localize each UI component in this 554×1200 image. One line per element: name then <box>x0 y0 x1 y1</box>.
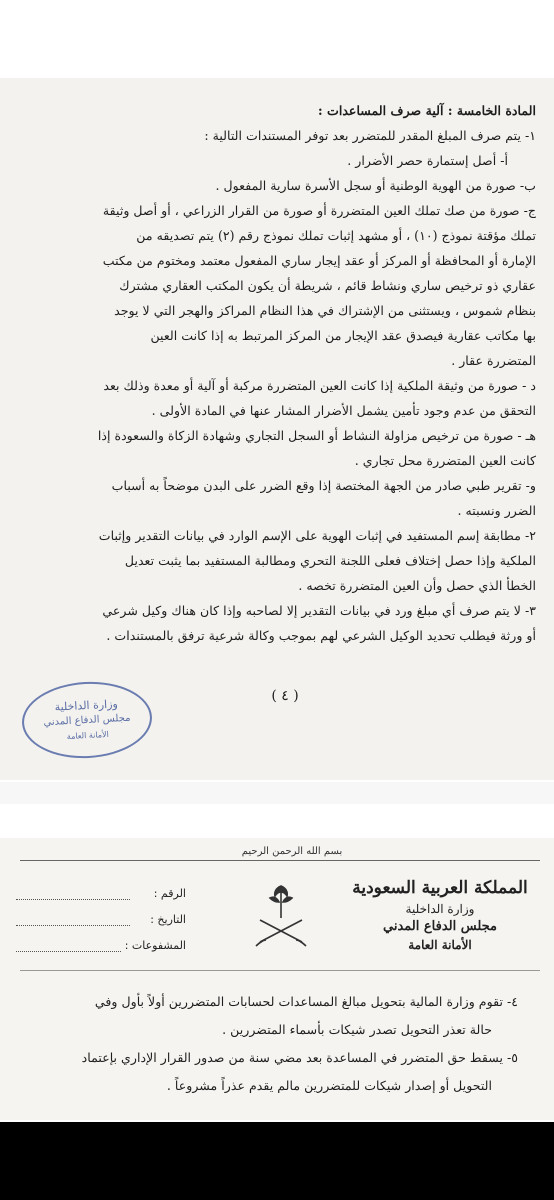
text-line: ٥- يسقط حق المتضرر في المساعدة بعد مضي سنة من صدور القرار الإداري بإعتماد <box>81 1050 518 1065</box>
text-line: الضرر ونسبته . <box>457 503 536 518</box>
header-rule <box>20 860 540 861</box>
text-line: د - صورة من وثيقة الملكية إذا كانت العين المتضررة مركبة أو آلية أو معدة وذلك بعد <box>103 378 536 393</box>
page1-body <box>16 98 536 648</box>
letterhead-council: مجلس الدفاع المدني <box>383 919 497 934</box>
document-page-2 <box>0 838 554 1120</box>
bottom-bar <box>0 1122 554 1200</box>
stamp-line-secretariat: الأمانة العامة <box>66 729 110 741</box>
text-line: ج- صورة من صك تملك العين المتضررة أو صورة من القرار الزراعي ، أو أصل وثيقة <box>102 203 536 218</box>
field-date-label: التاريخ : <box>150 912 186 926</box>
text-line: هـ - صورة من ترخيص مزاولة النشاط أو السجل التجاري وشهادة الزكاة والسعودة إذا <box>97 428 536 443</box>
text-line: عقاري ذو ترخيص ساري ونشاط قائم ، شريطة أن يكون المكتب العقاري مشترك <box>119 278 536 293</box>
text-line: ب- صورة من الهوية الوطنية أو سجل الأسرة سارية المفعول . <box>215 178 536 193</box>
article-heading: المادة الخامسة : آلية صرف المساعدات : <box>317 103 536 118</box>
field-attachments <box>16 932 186 958</box>
text-line: ٢- مطابقة إسم المستفيد في إثبات الهوية على الإسم الوارد في بيانات التقدير وإثبات <box>98 528 536 543</box>
text-line: ٣- لا يتم صرف أي مبلغ ورد في بيانات التقدير إلا لصاحبه وإذا كان هناك وكيل شرعي <box>102 603 536 618</box>
letterhead-ministry: وزارة الداخلية <box>405 902 475 916</box>
text-line: و- تقرير طبي صادر من الجهة المختصة إذا وقع الضرر على البدن موضحاً به أسباب <box>111 478 536 493</box>
basmala: بسم الله الرحمن الرحيم <box>241 846 343 857</box>
letterhead-secretariat: الأمانة العامة <box>408 938 472 952</box>
reference-fields <box>16 880 186 958</box>
official-stamp <box>20 679 154 762</box>
text-line: التحويل أو إصدار شيكات للمتضررين مالم يقدم عذراً مشروعاً . <box>166 1078 492 1093</box>
text-line: الخطأ الذي حصل وأن العين المتضررة تخصه . <box>298 578 536 593</box>
text-line: الإمارة أو المحافظة أو المركز أو عقد إيجار ساري المفعول معتمد ومختوم من مكتب <box>102 253 536 268</box>
text-line: الملكية وإذا حصل إختلاف فعلى اللجنة التحري ومطالبة المستفيد بما يثبت تعديل <box>124 553 536 568</box>
text-line: أو ورثة فيطلب تحديد الوكيل الشرعي لهم بموجب وكالة شرعية ترفق بالمستندات . <box>106 628 536 643</box>
letterhead-bottom-rule <box>20 970 540 971</box>
text-line: ١- يتم صرف المبلغ المقدر للمتضرر بعد توفر المستندات التالية : <box>204 128 536 143</box>
text-line: أ- أصل إستمارة حصر الأضرار . <box>347 153 508 168</box>
field-attachments-line <box>16 939 121 952</box>
field-date-line <box>16 913 130 926</box>
stamp-line-ministry: وزارة الداخلية <box>54 696 119 714</box>
field-date <box>16 906 186 932</box>
text-line: حالة تعذر التحويل تصدر شيكات بأسماء المتضررين . <box>222 1022 492 1037</box>
letterhead-kingdom: المملكة العربية السعودية <box>352 878 528 898</box>
page-number: ( ٤ ) <box>271 688 299 704</box>
letterhead <box>340 876 540 954</box>
text-line: كانت العين المتضررة محل تجاري . <box>354 453 536 468</box>
field-number <box>16 880 186 906</box>
text-line: بها مكاتب عقارية فيصدق عقد الإيجار من المركز المرتبط به إذا كانت العين <box>150 328 536 343</box>
text-line: المتضررة عقار . <box>451 353 536 368</box>
field-number-line <box>16 887 130 900</box>
text-line: ٤- تقوم وزارة المالية بتحويل مبالغ المساعدات لحسابات المتضررين أولاً بأول وفي <box>94 994 518 1009</box>
page-separator <box>0 782 554 804</box>
field-attachments-label: المشفوعات : <box>124 938 186 952</box>
stamp-line-council: مجلس الدفاع المدني <box>43 712 131 728</box>
document-page-1 <box>0 78 554 780</box>
field-number-label: الرقم : <box>153 886 186 900</box>
text-line: بنظام شموس ، ويستثنى من الإشتراك في هذا النظام المراكز والهجر التي لا يوجد <box>114 303 536 318</box>
text-line: التحقق من عدم وجود تأمين يشمل الأضرار المشار عنها في المادة الأولى . <box>151 403 536 418</box>
saudi-emblem-icon <box>246 878 316 954</box>
text-line: تملك مؤقتة نموذج (١٠) ، أو مشهد إثبات تملك نموذج رقم (٢) يتم تصديقه من <box>136 228 536 243</box>
page2-body <box>18 988 518 1100</box>
